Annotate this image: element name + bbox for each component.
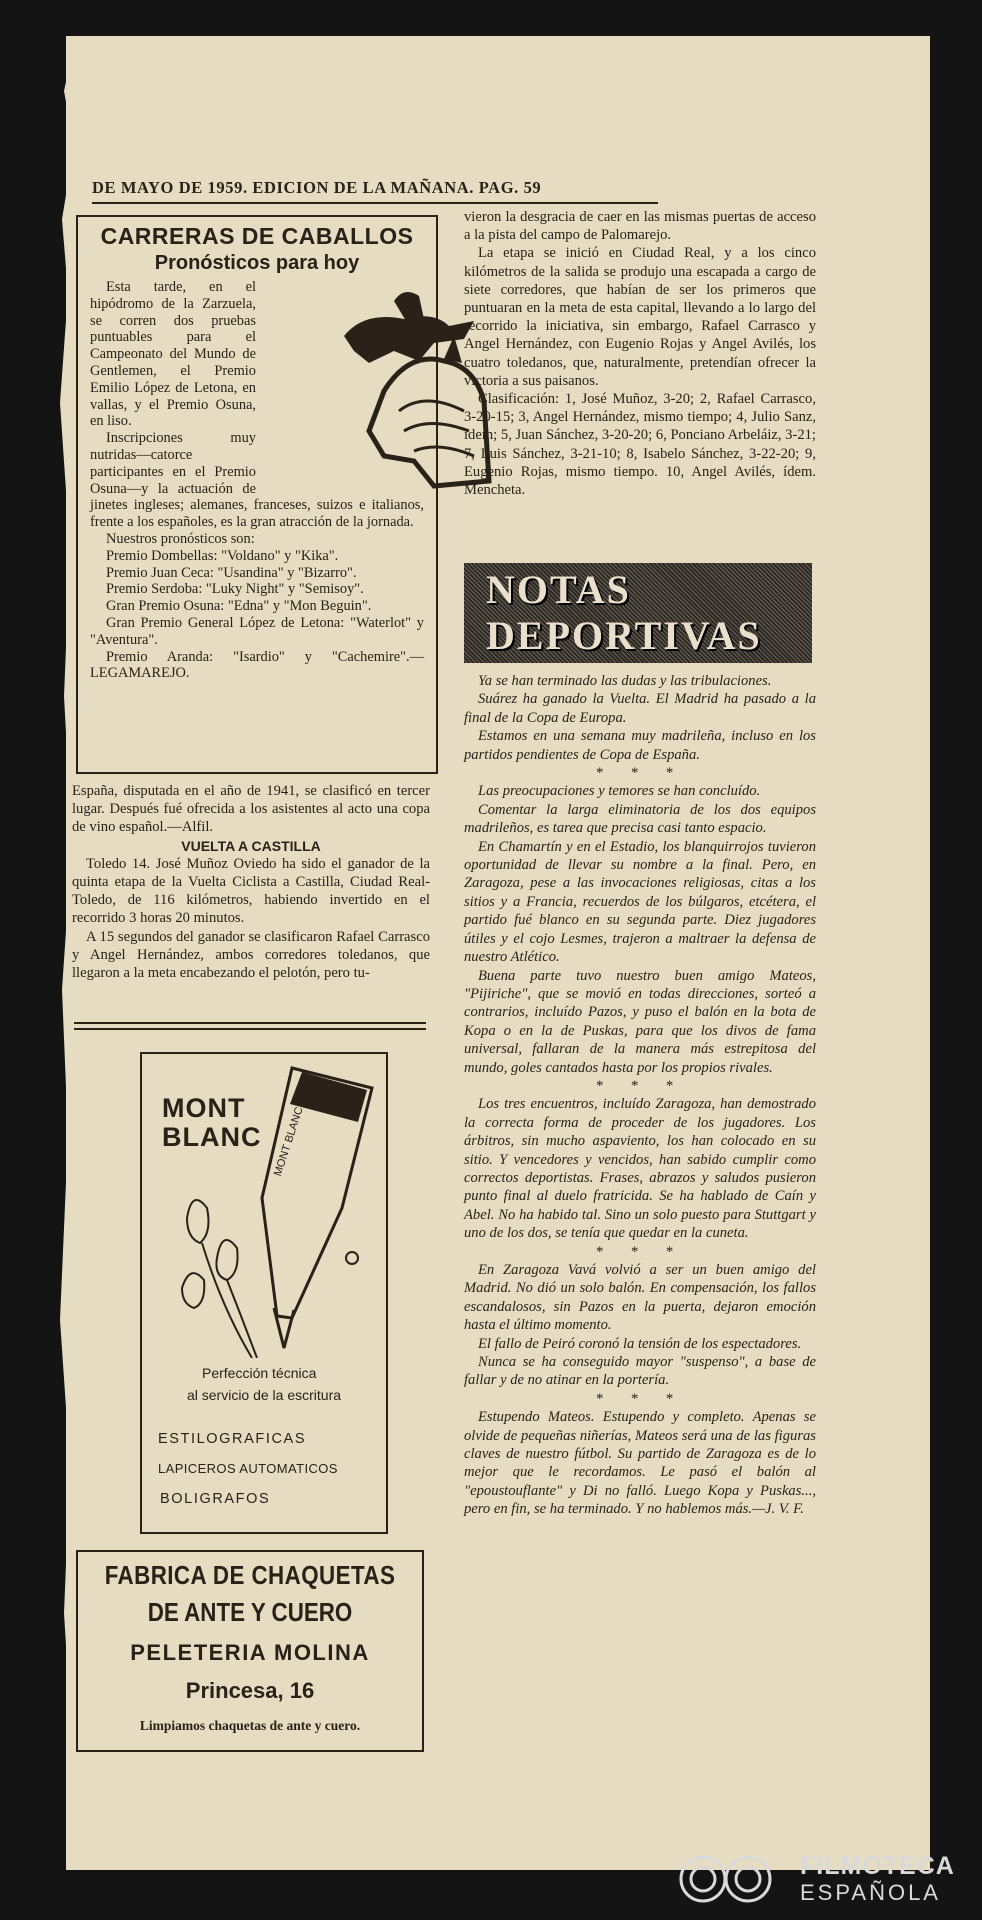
racing-title: CARRERAS DE CABALLOS — [100, 223, 414, 249]
notas-title-line2: DEPORTIVAS — [486, 613, 762, 658]
notas-deportivas-banner — [464, 563, 812, 663]
montblanc-tagline1: Perfección técnica — [202, 1365, 317, 1381]
notas-title-line1: NOTAS — [486, 567, 631, 612]
vuelta-title: VUELTA A CASTILLA — [181, 837, 321, 854]
racing-box — [76, 215, 438, 774]
notas-paragraph: Los tres encuentros, incluído Zaragoza, han demostrado la correcta forma de proceder de los jugadores. Los árbitros, sin mucho aspaviento, los han colocado en su sitio. Y vencedores y vencidos, han sabido cumplir como correctos deportistas. Frases, abrazos y saludos pusieron punto final al duelo fratricida. Se ha hablado de Caín y Abel. No ha habido tal. Sino un solo puesto para Stuttgart y uno de los dos, se tenía que quedar en la cuneta. — [464, 1096, 816, 1242]
section-stars: * * * — [595, 1243, 685, 1260]
montblanc-brand-line2: BLANC — [162, 1122, 262, 1152]
filmoteca-logo-line1: FILMOTECA — [800, 1852, 955, 1880]
montblanc-item: ESTILOGRAFICAS — [158, 1431, 307, 1447]
racing-paragraph: Gran Premio General López de Letona: "Waterlot" y "Aventura". — [90, 614, 424, 648]
notas-paragraph: El fallo de Peiró coronó la tensión de los espectadores. — [478, 1335, 802, 1352]
molina-line3: PELETERIA MOLINA — [130, 1640, 370, 1665]
racing-paragraph: Gran Premio Osuna: "Edna" y "Mon Beguin". — [106, 598, 372, 615]
montblanc-ad — [140, 1052, 388, 1534]
section-divider — [74, 1022, 426, 1030]
alfil-paragraph: España, disputada en el año de 1941, se clasificó en tercer lugar. Después fué ofrecida a los asistentes al acto una copa de vino español.—Alfil. — [72, 783, 430, 836]
racing-paragraph: Esta tarde, en el hipódromo de la Zarzuela, se corren dos pruebas puntuables para el Campeonato del Mundo de Gentlemen, el Premio Emilio López de Letona, en vallas, y el Premio Osuna, en liso. — [90, 279, 256, 430]
notas-paragraph: En Zaragoza Vavá volvió a ser un buen amigo del Madrid. No dió un solo balón. En compensación, los fallos escandalosos, sin Pazos en la puerta, dejaron emoción hasta el último momento. — [464, 1262, 816, 1334]
notas-paragraph: Buena parte tuvo nuestro buen amigo Mateos, "Pijiriche", que se movió en todas direcciones, sorteó a contrarios, incluído Pazos, y puso el balón en la bota de Kopa o en la de Puskas, para que los divos de fama universal, fallaran de la manera más estrepitosa del mundo, goles cantados hasta por los propios rivales. — [464, 967, 816, 1076]
racing-subtitle: Pronósticos para hoy — [154, 252, 360, 274]
section-stars: * * * — [595, 1077, 685, 1094]
vuelta-paragraph: Toledo 14. José Muñoz Oviedo ha sido el ganador de la quinta etapa de la Vuelta Ciclista a Castilla, Ciudad Real-Toledo, de 116 kilómetros, habiendo invertido en el recorrido 3 horas 20 minutos. — [72, 855, 430, 927]
notas-paragraph: Suárez ha ganado la Vuelta. El Madrid ha pasado a la final de la Copa de Europa. — [464, 691, 816, 726]
notas-paragraph: Estupendo Mateos. Estupendo y completo. Apenas se olvide de pequeñas niñerías, Mateos será una de las figuras claves de nuestro fútbol. Su partido de Zaragoza es de lo mejor que le recordamos. Le pasó el balón al "epoustouflante" y Di no falló. Luego Kopa y Puskas..., pero en fin, se ha terminado. Y no hablemos más.—J. V. F. — [464, 1409, 816, 1518]
montblanc-item: BOLIGRAFOS — [160, 1491, 271, 1507]
filmoteca-logo-icon — [676, 1852, 788, 1906]
montblanc-brand-line1: MONT — [162, 1093, 246, 1123]
notas-paragraph: Nunca se ha conseguido mayor "suspenso", a base de fallar y de no atinar en la portería. — [464, 1354, 816, 1389]
left-column-text — [72, 782, 430, 982]
molina-address: Princesa, 16 — [185, 1678, 315, 1703]
racing-paragraph: Nuestros pronósticos son: — [106, 530, 255, 547]
molina-line1: FABRICA DE CHAQUETAS — [104, 1560, 396, 1590]
montblanc-item: LAPICEROS AUTOMATICOS — [158, 1461, 338, 1476]
cycling-paragraph: La etapa se inició en Ciudad Real, y a los cinco kilómetros de la salida se produjo una escapada a cargo de siete corredores, que habían de ser los primeros que puntuaran en la meta de esta capital, llevando a lo largo del recorrido la iniciativa, sin embargo, Rafael Carrasco y Angel Hernández, con Eugenio Rojas y Angel Avilés, los cuatro toledanos, que, naturalmente, pretendían ofrecer la victoria a sus paisanos. — [464, 245, 816, 389]
notas-paragraph: En Chamartín y en el Estadio, los blanquirrojos tuvieron oportunidad de llevar su nombre a la final. Pero, en Zaragoza, pese a las invocaciones religiosas, citas a los sitios y a Francia, recuerdos de los búlgaros, etcétera, el partido fué blanco en su segunda parte. Diez jugadores útiles y el cojo Lesmes, trajeron a maltraer la defensa de nuestro Atlético. — [464, 838, 816, 966]
cycling-continuation: vieron la desgracia de caer en las mismas puertas de acceso a la pista del campo de Palomarejo. — [464, 209, 816, 244]
notas-paragraph: Ya se han terminado las dudas y las tribulaciones. — [478, 673, 772, 689]
section-stars: * * * — [595, 1390, 685, 1407]
racing-paragraph: Premio Serdoba: "Luky Night" y "Semisoy". — [106, 581, 364, 598]
pen-illustration — [162, 1058, 377, 1358]
page-header: DE MAYO DE 1959. EDICION DE LA MAÑANA. PAG. 59 — [92, 178, 542, 197]
pen-engraving: MONT BLANC — [272, 1105, 306, 1178]
montblanc-tagline2: al servicio de la escritura — [186, 1387, 342, 1403]
molina-ad — [76, 1550, 424, 1752]
header-rule — [92, 202, 658, 204]
notas-paragraph: Las preocupaciones y temores se han concluído. — [478, 783, 761, 800]
racing-paragraph: Premio Dombellas: "Voldano" y "Kika". — [106, 547, 339, 564]
notas-paragraph: Comentar la larga eliminatoria de los dos equipos madrileños, es tarea que precisa casi tanto espacio. — [464, 801, 816, 837]
notas-paragraph: Estamos en una semana muy madrileña, incluso en los partidos pendientes de Copa de España. — [464, 728, 816, 763]
notas-body — [464, 672, 816, 1519]
vuelta-paragraph: A 15 segundos del ganador se clasificaron Rafael Carrasco y Angel Hernández, ambos corredores toledanos, que llegaron a la meta encabezando el pelotón, pero tu- — [72, 928, 430, 982]
racing-body — [90, 279, 424, 682]
racing-paragraph: Premio Juan Ceca: "Usandina" y "Bizarro". — [106, 564, 357, 581]
cycling-classification: Clasificación: 1, José Muñoz, 3-20; 2, Rafael Carrasco, 3-20-15; 3, Angel Hernández, mismo tiempo; 4, Julio Sanz, ídem; 5, Juan Sánchez, 3-20-20; 6, Ponciano Arbeláiz, 3-21; 7, Luis Sánchez, 3-21-10; 8, Isabelo Sánchez, 3-22-20; 9, Eugenio Rojas, mismo tiempo. 10, Angel Avilés, ídem. Mencheta. — [464, 391, 816, 499]
racing-paragraph: Inscripciones muy nutridas—catorce participantes en el Premio Osuna—y la actuación de jinetes ingleses; alemanes, franceses, suizos e italianos, frente a los españoles, es la gran atracción de la jornada. — [90, 430, 424, 531]
molina-footer: Limpiamos chaquetas de ante y cuero. — [139, 1718, 361, 1733]
section-stars: * * * — [595, 765, 685, 782]
racing-paragraph: Premio Aranda: "Isardio" y "Cachemire".—LEGAMAREJO. — [90, 648, 424, 682]
right-column-text — [464, 208, 816, 499]
molina-line2: DE ANTE Y CUERO — [147, 1597, 353, 1627]
filmoteca-logo-line2: ESPAÑOLA — [800, 1880, 941, 1905]
